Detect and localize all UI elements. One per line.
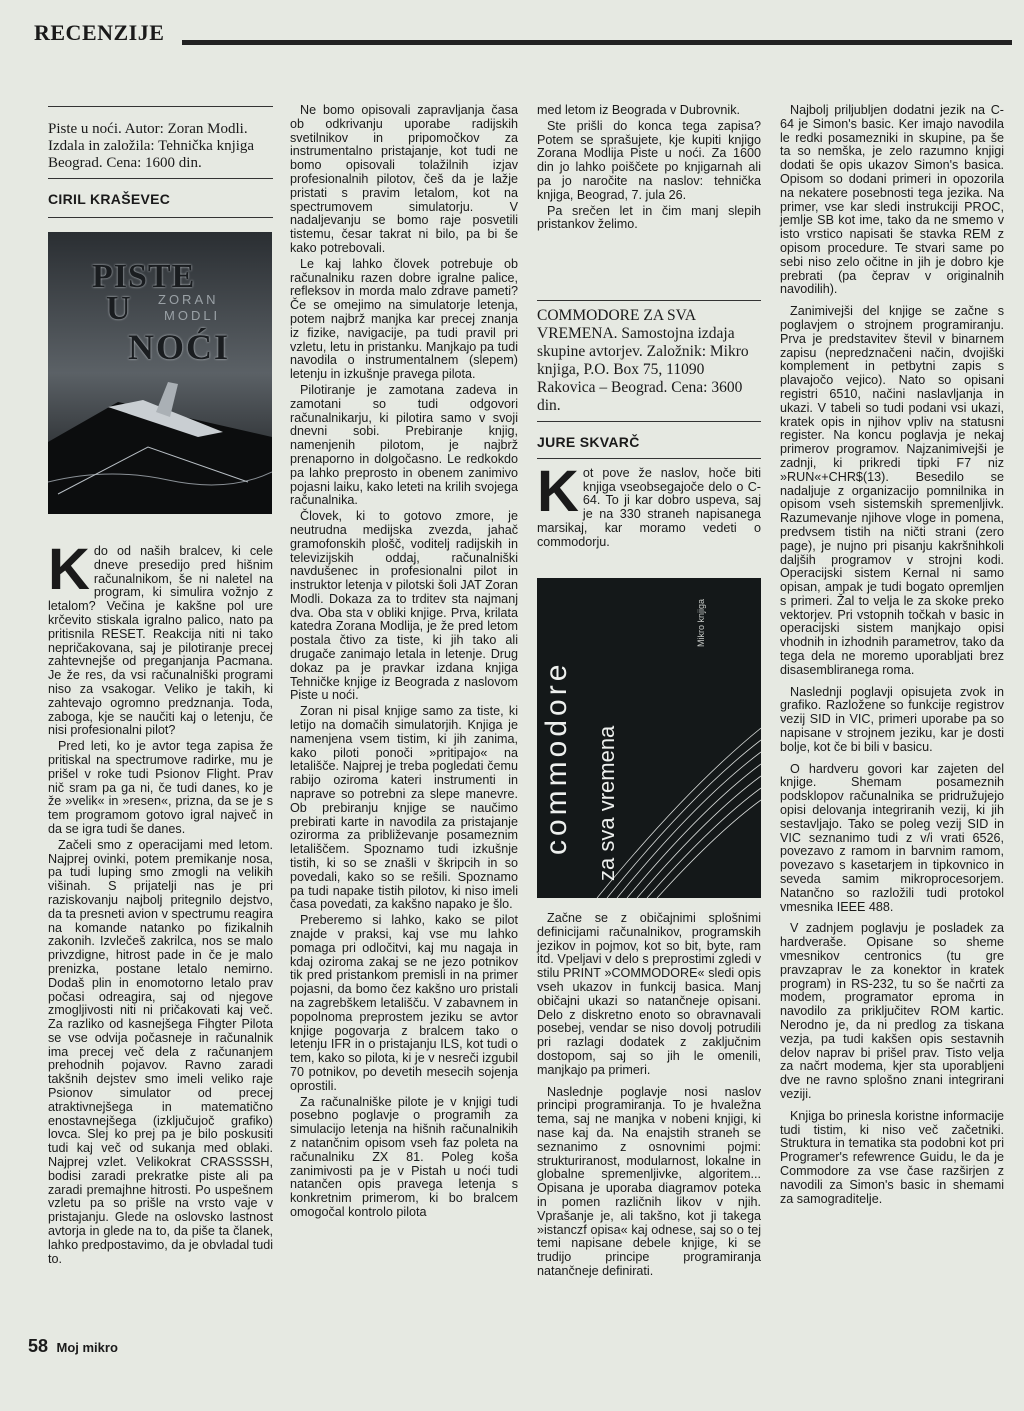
paragraph [48, 537, 273, 738]
paragraph: Človek, ki to gotovo zmore, je neutrudna medijska zvezda, jahač gramofonskih plošč, voditelj radijskih in televizijskih oddaj, računalniški navdušenec in profesionalni pilot in instruktor letenja v pilotski šoli JAT Zoran Modli. Dokaza za to trditev sta najmanj dva. Oba sta v obliki knjige. Prva, krilata katedra Zorana Modlija, je že pred letom postala čtivo za tiste, ki jih tako ali drugače zanimajo letala in letenje. Drug dokaz pa je pravkar izdana knjiga Tehničke knjige iz Beograda z naslovom Piste u noći. [290, 509, 518, 703]
paragraph: Le kaj lahko človek potrebuje ob računalniku razen dobre igralne palice, refleksov in morda malo zdrave pameti? Če se omejimo na simulatorje letenja, potem najbrž manjka kar precej znanja iz fizike, navigacije, pa tudi pravil pri vzletu, letu in pristanku. Manjkajo pa tudi navodila o instrumentalnem (slepem) letenju in izkušnje pravega pilota. [290, 256, 518, 382]
divider [48, 178, 273, 179]
cover-subtitle-vertical: za sva vremena [594, 725, 619, 881]
paragraph: Začne se z običajnimi splošnimi definicijami računalnikov, programskih jezikov in pojmov, kot so bit, byte, ram itd. Vpeljavi v delo s preprostimi zgledi v stilu PRINT »COMMODORE« sledi opis vseh ukazov in funkcij basica. Manj običajni ukazi so natančneje opisani. Delo z diskretno enoto so obravnavali posebej, vendar se niso dovolj potrudili pri razlagi dodatek z zaključnim dostopom, saj so jih le omenili, manjkajo pa primeri. [537, 911, 761, 1077]
review1-info-block [48, 106, 273, 218]
paragraph: Knjiga bo prinesla koristne informacije tudi tistim, ki niso več začetniki. Struktura in tematika sta podobni kot pri Programer's refewrence Guidu, le da je Commodore za vse čase razširjen z navodili za Simon's basic in shemami za samograditelje. [780, 1108, 1004, 1206]
paragraph: Zanimivejši del knjige se začne s poglavjem o strojnem programiranju. Prva je predstavitev števil v binarnem zapisu (nepredznačeni način, dvojiški komplement in petbytni zapis s plavajočo vejico). Nato so opisani registri 6510, načini naslavljanja in ukazi. V tabeli so tudi podani vsi ukazi, kratek opis in njihov vpliv na statusni register. Na koncu poglavja je nekaj primerov programov. Najzanimivejši je zadnji, ki prikredi tipki F7 niz »RUN«+CHR$(13). Besedilo se nadaljuje z organizacijo pomnilnika in opisom vseh sistemskih spremenljivk. Razumevanje njihove vloge in pomena, predvsem tistih na ničti strani (zero page), je nujno pri pisanju kakršnihkoli daljših programov v strojni kodi. Operacijski sistem Kernal ni samo opisan, ampak je tudi bogato opremljen s primeri. Žal to velja le za skoke preko vektorjev. Pri vstopnih točkah v basic in operacijski sistem manjkajo opisi vhodnih in izhodnih parametrov, tako da tega dela ne moremo uporabljati brez disasembliranega roma. [780, 304, 1004, 677]
cover-publisher: Mikro knjiga [696, 598, 707, 648]
paragraph: Pilotiranje je zamotana zadeva in zamotani so tudi odgovori računalnikarju, ki pilotira samo v svoji dnevni sobi. Prebiranje knjig, namenjenih pilotom, je najbrž prenaporno in dolgočasno. Le redkokdo pa lahko preprosto in obenem zanimivo pojasni laiku, kako leteti na krilih svojega računalnika. [290, 382, 518, 508]
cover-title-line2: U [106, 290, 131, 327]
paragraph: O hardveru govori kar zajeten del knjige. Shemam posameznih podsklopov računalnika se pridružujejo opisi delovanja integriranih vezij, ki jih sestavljajo. Tako se poleg vezij SID in VIC seznanimo tudi z v/i vrati 6526, povezavo z ramom in barvnim ramom, povezavo s kasetarjem in tipkovnico in seveda samim mikroprocesorjem. Natančno so razložili tudi protokol vmesnika IEEE 488. [780, 761, 1004, 914]
review1-body-col3 [537, 104, 761, 234]
book-info: Piste u noći. Autor: Zoran Modli. Izdala in založila: Tehnička knjiga Beograd. Cena: 1600 din. [48, 121, 255, 171]
paragraph-text: ot pove že naslov, hoče biti knjiga vseobsegajoče delo o C-64. To ji kar dobro uspeva, saj je na 330 straneh napisanega marsikaj, kar moramo vedeti o commodorju. [537, 465, 761, 549]
review2-info-block [537, 300, 761, 552]
header-rule [182, 40, 1012, 45]
paragraph: Najbolj priljubljen dodatni jezik na C-64 je Simon's basic. Ker imajo navodila le redki posamezniki in skupine, pa še ta so nemška, je zelo razumno knjigi dodati še opis ukazov Simon's basica. Opisom so dodani primeri in opozorila na nekatere posebnosti tega jezika. Na primer, vse kar sledi instrukciji PROC, jemlje SB kot ime, tako da ne smemo v isto vrstico napisati še stavka REM z opisom procedure. Te stvari same po sebi niso zelo očitne in jih je dobro kje prebrati (pa čeprav v originalnih navodilih). [780, 103, 1004, 297]
paragraph: Naslednji poglavji opisujeta zvok in grafiko. Razložene so funkcije registrov vezij SID in VIC, primeri uporabe pa so napisane v strojnem jeziku, kar je dosti bolje, kot če bi bili v basicu. [780, 684, 1004, 754]
book-cover-commodore [537, 578, 761, 898]
review1-body-col2 [290, 104, 518, 1222]
dropcap: K [537, 458, 579, 524]
divider [537, 300, 761, 301]
paragraph: Pred leti, ko je avtor tega zapisa že pritiskal na spectrumove radirke, mu je prišel v roke tudi Psionov Flight. Prav nič sram pa ga ni, če tudi danes, ko je že »velik« in »resen«, prizna, da se je s tem programom gotovo igral največ in da se igra tudi še danes. [48, 739, 273, 836]
cover-author-last: MODLI [164, 308, 221, 323]
book-cover-piste-u-noci [48, 232, 272, 514]
section-header [22, 18, 1012, 48]
cover-title-line1: PISTE [92, 258, 196, 295]
paragraph [537, 458, 761, 550]
section-title: RECENZIJE [34, 20, 165, 45]
cover-title-vertical: commodore [540, 660, 573, 855]
paragraph: Preberemo si lahko, kako se pilot znajde v praksi, kaj vse mu lahko pomaga pri odločitvi, kaj mu nagaja in kdaj oziroma zakaj se ne jezo potnikov tik pred pristankom premisli in na primer pojasni, da bomo čez kakšno uro pristali na zagrebškem letališču. V zabavnem in popolnoma preprostem jeziku se avtor knjige pogovarja z bralcem tako o letenju IFR in o pristajanju ILS, kot tudi o tem, kako so pilota, ki je v nesreči izgubil 70 potnikov, po devetih mesecih sojenja oprostili. [290, 913, 518, 1093]
paragraph: V zadnjem poglavju je posladek za hardveraše. Opisane so sheme vmesnikov centronics (tu gre pravzaprav le za konektor in kratek program) in RS-232, tu so še načrti za modem, programator eproma in navodilo za priključitev ROM kartic. Nerodno je, da ni predlog za tiskana vezja, pa tudi kakšen opis sestavnih delov naprav bi prišel prav. Tisto velja za načrt modema, kjer sta uporabljeni dve ne ravno splošno znani integrirani veziji. [780, 921, 1004, 1101]
paragraph: Ne bomo opisovali zapravljanja časa ob odkrivanju uporabe radijskih svetilnikov in pripomočkov za instrumentalno pristajanje, kot tudi ne bomo opisovali tolažilnih izjav profesionalnih pilotov, češ da je lažje pristati s pravim letalom, kot na spectrumovem simulatorju. V nadaljevanju se bomo raje posvetili tistemu, česar takrat ni bilo, pa bi še kako potrebovali. [290, 103, 518, 255]
review-author: JURE SKVARČ [537, 434, 640, 450]
cover-title-line3: NOĆI [128, 327, 231, 367]
paragraph: Za računalniške pilote je v knjigi tudi posebno poglavje o programih za simulacijo letenja na hišnih računalnikih z natančnim opisom vseh faz poleta na računalniku ZX 81. Poleg koša zanimivosti pa je v Pistah u noći tudi natančen opis pravega letenja s konkretnim primerom, ki bo bralcem omogočal kontrolo pilota [290, 1094, 518, 1219]
magazine-name: Moj mikro [56, 1340, 118, 1355]
cover-author-first: ZORAN [158, 292, 219, 307]
paragraph: Pa srečen let in čim manj slepih pristankov želimo. [537, 203, 761, 232]
paragraph: Začeli smo z operacijami med letom. Najprej ovinki, potem premikanje nosa, pa tudi luping smo zmogli na velikih višinah. S prijatelji nas je pri raziskovanju najbolj pritegnilo dejstvo, da ta presneti avion v spectrumu reagira na komande natanko po fizikalnih zakonih. Izvlečeš zakrilca, nos se malo privzdigne, hitrost pade in če je malo prenizka, postane letalo nemirno. Dodaš plin in enomotorno letalo prav počasi odreagira, saj od njegove zmogljivosti niti ni pričakovati kaj več. Za razliko od kasnejšega Fihgter Pilota se vse odvija počasneje in računalnik ima precej več dela z računanjem prehodnih pojavov. Ravno zaradi takšnih dejstev smo imeli veliko raje Psionov simulator od precej atraktivnejšega in matematično enostavnejšega (izključujoč grafiko) lovca. Slej ko prej pa je bilo poskusiti tudi kaj več od sukanja med oblaki. Najprej vzlet. Velikokrat CRASSSSH, bodisi zaradi prekratke piste ali pa zaradi premajhne hitrosti. Po uspešnem vzletu pa so prišle na vrsto vaje v pristajanju. Glede na oslovsko lastnost avtorja in glede na to, da piše ta članek, lahko predpostavimo, da je obvladal tudi to. [48, 837, 273, 1266]
paragraph-text: do od naših bralcev, ki cele dneve presedijo pred hišnim računalnikom, še ni naletel na program, ki simulira vožnjo z letalom? Večina je kakšne pol ure krčevito stiskala igralno palico, nato pa pritisnila RESET. Reakcija niti ni tako nepričakovana, saj je pilotiranje precej zahtevnejše od preganjanja Pacmana. Je že res, da vsi računalniški programi niso za vsakogar. Veliko je takih, ki zahtevajo ogromno predznanja. Toda, zaboga, kje se naučiti kaj o letenju, če nisi profesionalni pilot? [48, 544, 273, 738]
divider [48, 217, 273, 218]
review2-body-col3 [537, 912, 761, 1281]
review1-body-col1 [48, 537, 273, 1268]
divider [537, 421, 761, 422]
review2-body-col4 [780, 104, 1004, 1208]
divider [48, 106, 273, 107]
page-number: 58 [28, 1336, 49, 1356]
paragraph: med letom iz Beograda v Dubrovnik. [537, 103, 740, 117]
paragraph: Naslednje poglavje nosi naslov principi programiranja. To je hvaležna tema, saj ne manjka v nobeni knjigi, ki nase kaj da. Na enajstih straneh se seznanimo z osnovnimi pojmi: strukturiranost, modularnost, lokalne in globalne spremenljivke, algoritem... Opisana je uporaba diagramov poteka in pomen različnih likov v njih. Vprašanje je, ali takšno, kot ji takega »istanczf opisa« kaj odnese, saj so o tej temi napisane debele knjige, ki se trudijo principe programiranja natančneje definirati. [537, 1084, 761, 1278]
book-info: COMMODORE ZA SVA VREMENA. Samostojna izdaja skupine avtorjev. Založnik: Mikro knjiga, P.O. Box 75, 11090 Rakovica – Beograd. Cena: 3600 din. [537, 307, 749, 414]
paragraph: Ste prišli do konca tega zapisa? Potem se sprašujete, kje kupiti knjigo Zorana Modlija Piste u noći. Za 1600 din jo lahko poiščete po knjigarnah ali pa jo naročite na naslov: tehnička knjiga, Beograd, 7. jula 26. [537, 118, 761, 202]
paragraph: Zoran ni pisal knjige samo za tiste, ki letijo na domačih simulatorjih. Knjiga je namenjena vsem tistim, ki jih zanima, kako piloti ponoči »pritipajo« na letališče. Najprej je treba pogledati čemu rabijo oziroma kateri instrumenti in naprave so potrebni za slepe manevre. Ob prebiranju knjige se naučimo prebirati karte in navodila za pristajanje ozirorma za približevanje posameznim letališčem. Spoznamo tudi izkušnje tistih, ki so se znašli v škripcih in so povedali, kako so se rešili. Spoznamo pa tudi napake tistih pilotov, ki niso imeli časa povedati, za kakšno napako je šlo. [290, 704, 518, 912]
dropcap: K [48, 537, 90, 602]
review-author: CIRIL KRAŠEVEC [48, 191, 171, 207]
page-footer [28, 1336, 118, 1357]
